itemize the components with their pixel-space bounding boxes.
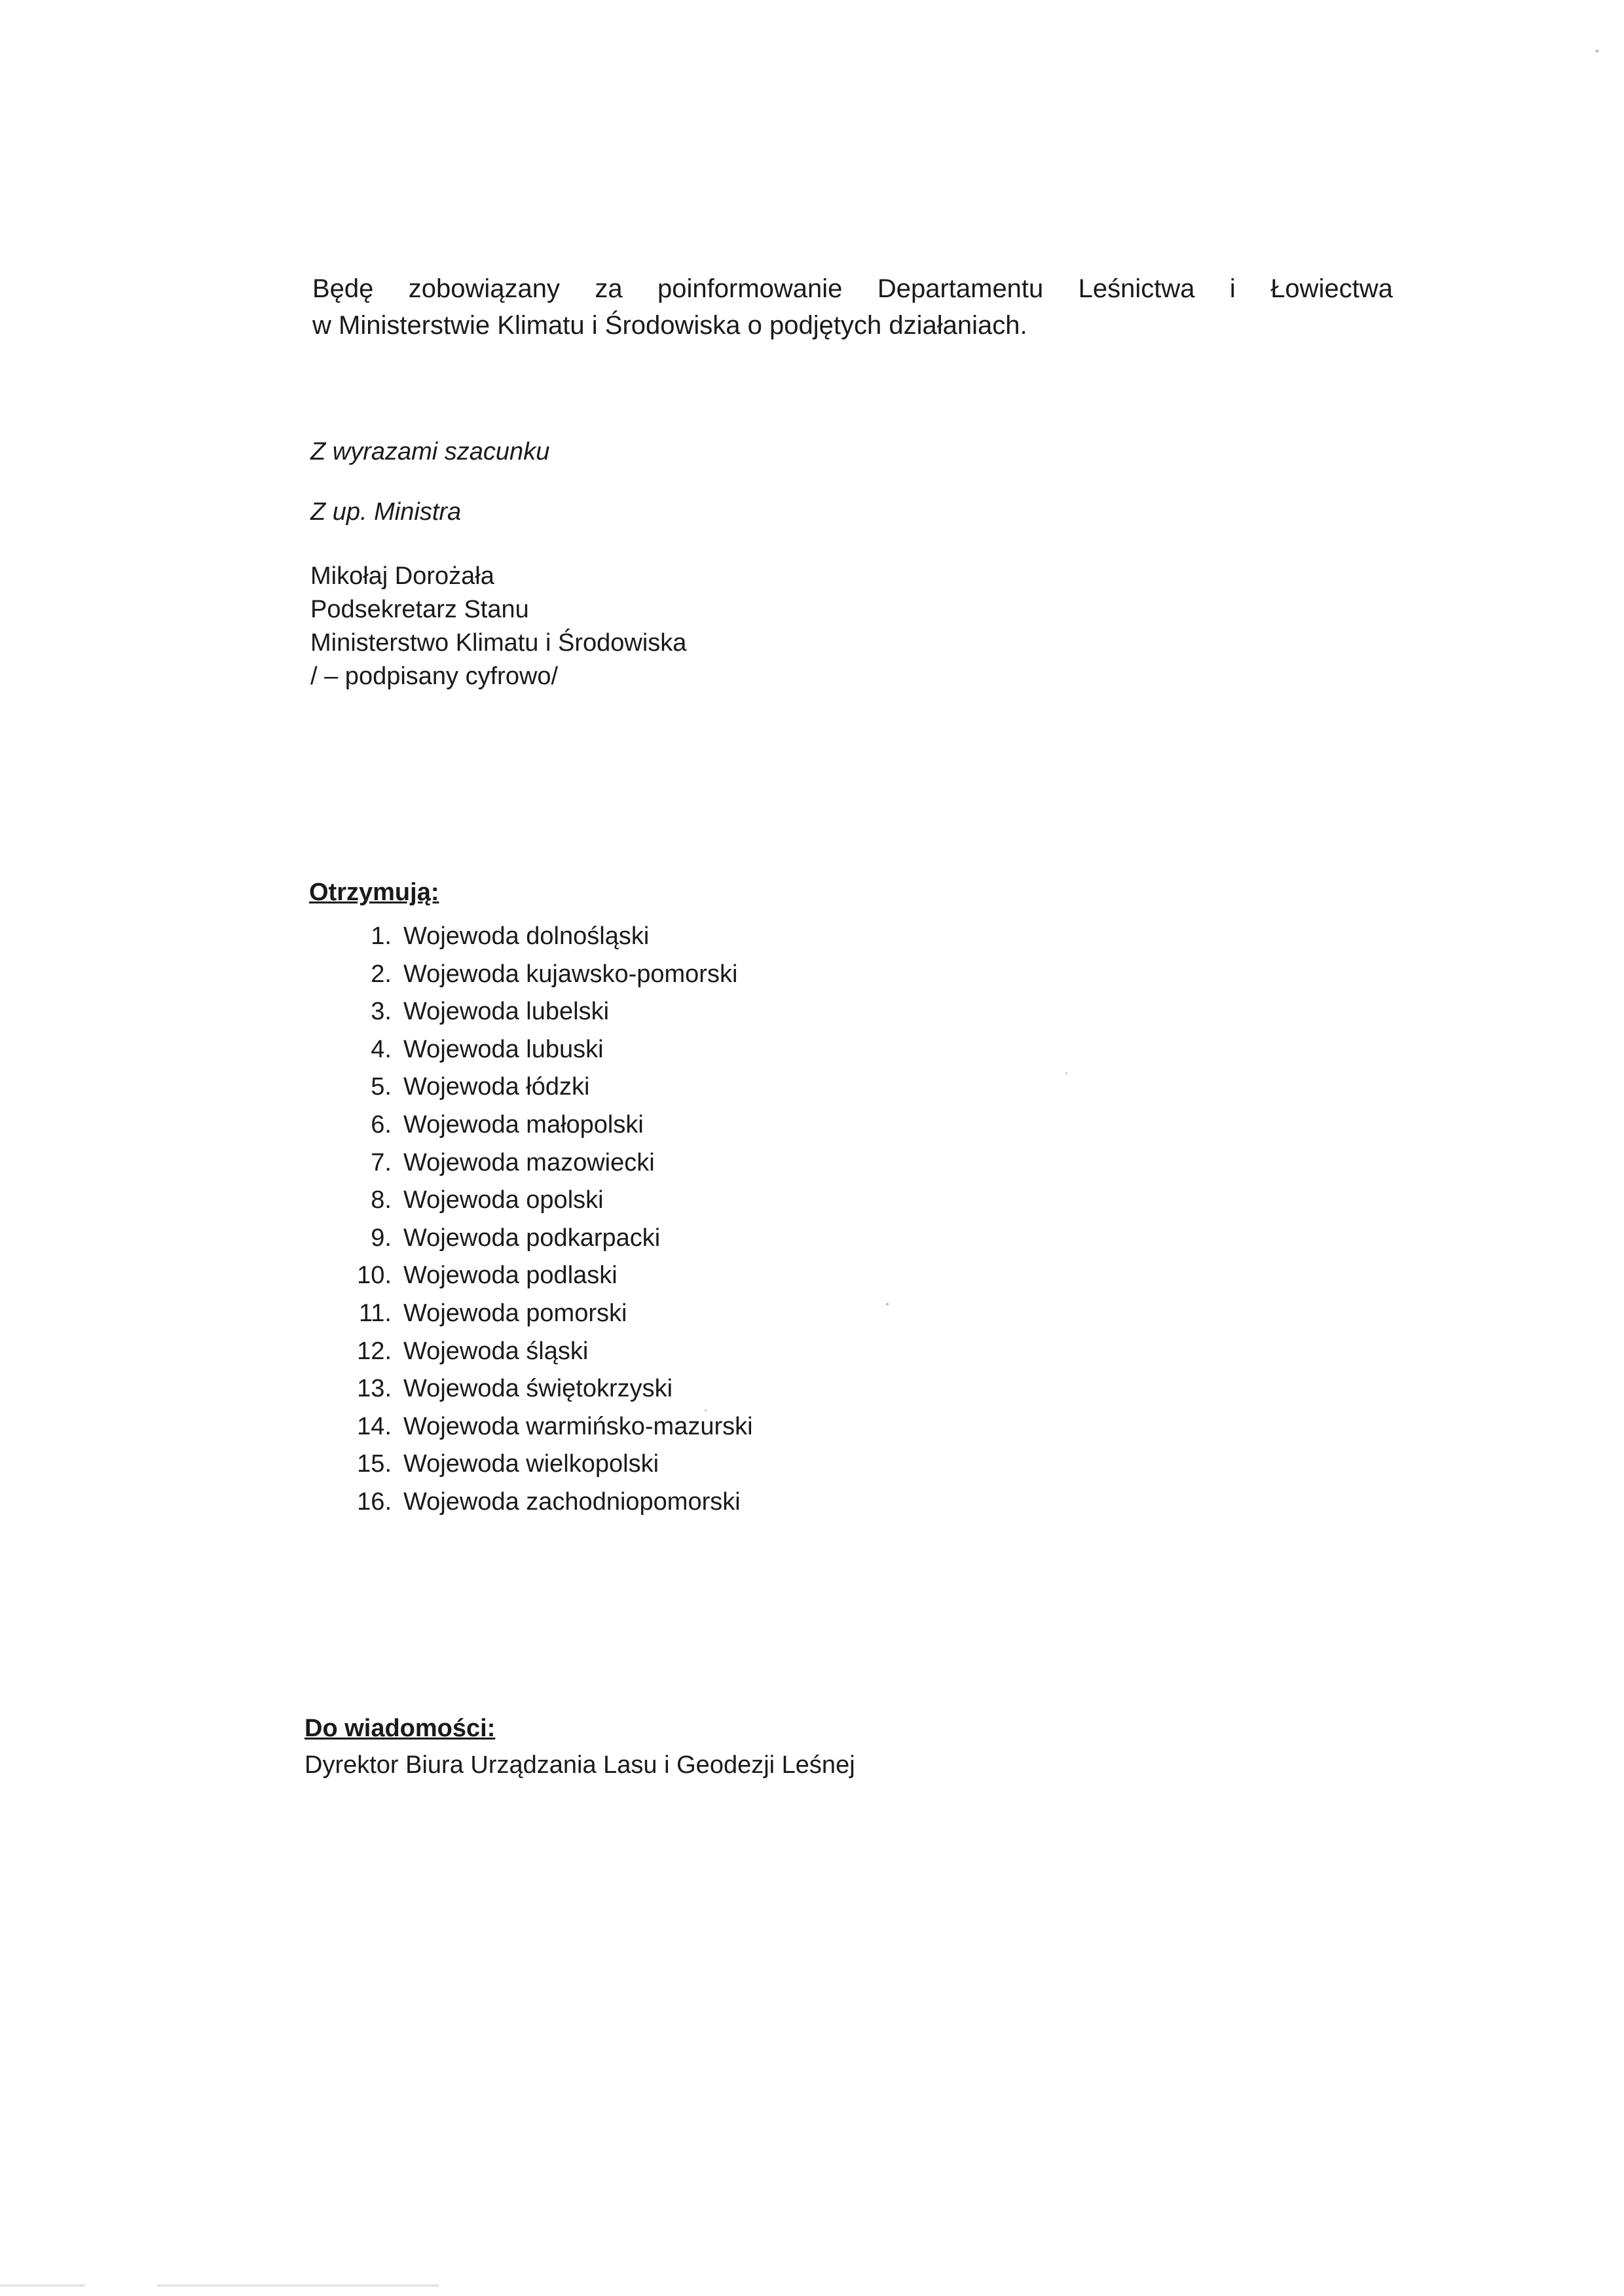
scan-edge-line <box>157 2284 439 2287</box>
intro-line-2: w Ministerstwie Klimatu i Środowiska o podjętych działaniach. <box>312 311 1027 340</box>
list-item-number: 11. <box>358 1299 392 1327</box>
list-item <box>346 1257 753 1295</box>
recipients-list <box>346 918 753 1522</box>
list-item-label: Wojewoda pomorski <box>403 1299 627 1327</box>
signatory-ministry: Ministerstwo Klimatu i Środowiska <box>310 629 687 657</box>
list-item-label: Wojewoda opolski <box>403 1186 604 1214</box>
intro-word: Departamentu <box>877 274 1044 303</box>
signature-note: / – podpisany cyfrowo/ <box>310 663 559 690</box>
list-item <box>346 918 753 956</box>
list-item <box>346 993 753 1031</box>
scan-edge-line <box>0 2284 85 2287</box>
intro-line-1 <box>312 270 1393 307</box>
signatory-block <box>310 560 686 693</box>
list-item-number: 14. <box>357 1412 392 1440</box>
intro-paragraph <box>312 270 1393 344</box>
list-item <box>346 1446 753 1484</box>
scan-speck <box>1065 1072 1067 1074</box>
closing-regards: Z wyrazami szacunku <box>310 438 550 465</box>
list-item <box>346 1484 753 1522</box>
list-item <box>346 1144 753 1182</box>
list-item-label: Wojewoda mazowiecki <box>403 1148 655 1176</box>
list-item-label: Wojewoda małopolski <box>403 1110 644 1139</box>
on-behalf-line: Z up. Ministra <box>310 498 462 526</box>
intro-word: Leśnictwa <box>1078 274 1195 303</box>
list-item-number: 3. <box>371 998 392 1026</box>
list-item-number: 9. <box>371 1224 392 1252</box>
intro-word: i <box>1229 274 1236 303</box>
list-item-label: Wojewoda lubelski <box>403 998 610 1026</box>
list-item-label: Wojewoda wielkopolski <box>403 1450 659 1478</box>
list-item-number: 13. <box>357 1375 392 1403</box>
scan-speck <box>886 1303 889 1305</box>
list-item-number: 1. <box>371 922 392 950</box>
list-item-number: 12. <box>357 1337 392 1365</box>
list-item-number: 10. <box>357 1262 392 1290</box>
intro-word: Będę <box>312 274 374 303</box>
list-item-label: Wojewoda kujawsko-pomorski <box>403 960 738 988</box>
list-item-label: Wojewoda łódzki <box>403 1073 590 1101</box>
list-item-label: Wojewoda podlaski <box>403 1262 618 1290</box>
signatory-name: Mikołaj Dorożała <box>310 562 494 590</box>
list-item <box>346 1370 753 1408</box>
list-item <box>346 1408 753 1446</box>
list-item <box>346 1031 753 1069</box>
list-item <box>346 956 753 994</box>
list-item-label: Wojewoda lubuski <box>403 1035 604 1063</box>
intro-word: za <box>595 274 623 303</box>
cc-heading: Do wiadomości: <box>304 1715 496 1742</box>
list-item <box>346 1333 753 1371</box>
list-item-label: Wojewoda zachodniopomorski <box>403 1487 741 1516</box>
recipients-heading: Otrzymują: <box>309 879 439 906</box>
list-item-number: 6. <box>371 1110 392 1139</box>
intro-word: poinformowanie <box>657 274 843 303</box>
list-item-label: Wojewoda podkarpacki <box>403 1224 661 1252</box>
list-item <box>346 1068 753 1106</box>
cc-recipient: Dyrektor Biura Urządzania Lasu i Geodezji Leśnej <box>304 1751 855 1779</box>
list-item-number: 16. <box>357 1487 392 1516</box>
list-item-number: 4. <box>371 1035 392 1063</box>
list-item-label: Wojewoda świętokrzyski <box>403 1375 673 1403</box>
list-item-number: 8. <box>371 1186 392 1214</box>
signatory-title: Podsekretarz Stanu <box>310 596 529 623</box>
intro-word: Łowiectwa <box>1270 274 1393 303</box>
list-item <box>346 1295 753 1333</box>
list-item <box>346 1106 753 1144</box>
list-item <box>346 1182 753 1220</box>
list-item-number: 2. <box>371 960 392 988</box>
list-item-number: 15. <box>357 1450 392 1478</box>
list-item <box>346 1220 753 1258</box>
list-item-label: Wojewoda warmińsko-mazurski <box>403 1412 753 1440</box>
list-item-label: Wojewoda śląski <box>403 1337 589 1365</box>
scan-speck <box>705 1410 707 1412</box>
list-item-number: 7. <box>371 1148 392 1176</box>
intro-word: zobowiązany <box>408 274 561 303</box>
list-item-label: Wojewoda dolnośląski <box>403 922 650 950</box>
list-item-number: 5. <box>371 1073 392 1101</box>
scan-speck <box>1595 50 1599 52</box>
